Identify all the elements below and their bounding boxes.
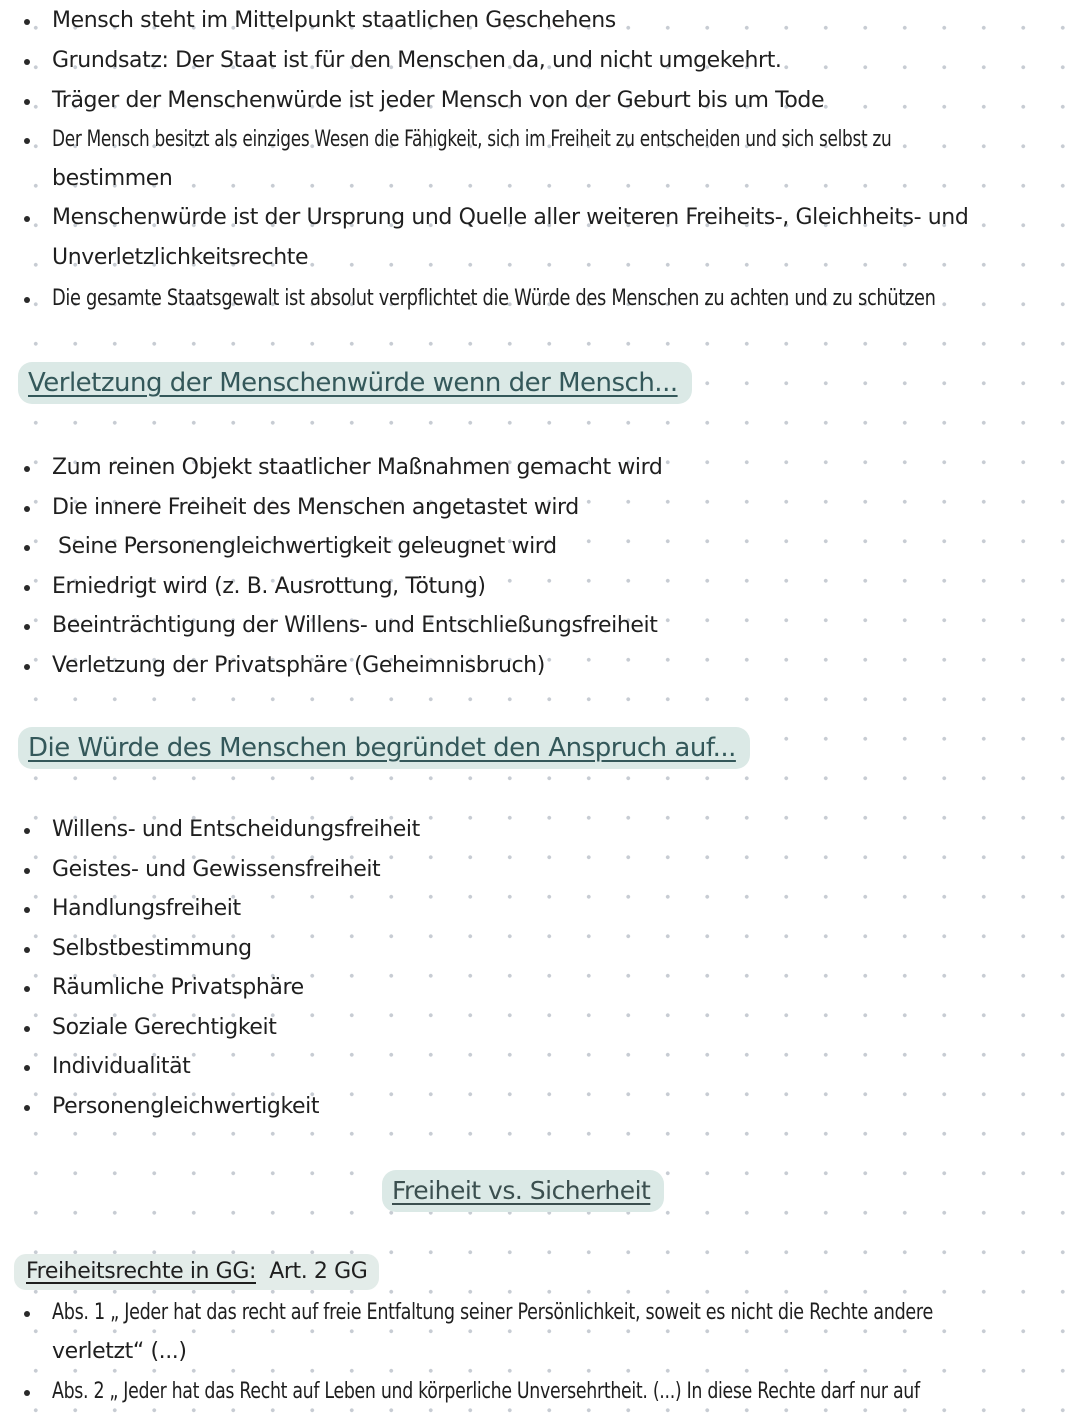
list-item: Mensch steht im Mittelpunkt staatlichen Geschehens xyxy=(52,8,616,33)
bullet-icon xyxy=(24,585,30,591)
bullet-icon xyxy=(24,868,30,874)
section-heading-claims xyxy=(18,727,750,769)
list-item: Willens- und Entscheidungsfreiheit xyxy=(52,817,420,842)
heading-text: Die Würde des Menschen begründet den Anspruch auf... xyxy=(28,733,736,763)
list-item: Erniedrigt wird (z. B. Ausrottung, Tötung) xyxy=(52,574,486,599)
bullet-icon xyxy=(24,986,30,992)
bullet-icon xyxy=(24,1065,30,1071)
list-item: Menschenwürde ist der Ursprung und Quelle aller weiteren Freiheits-, Gleichheits- und xyxy=(52,205,969,230)
bullet-icon xyxy=(24,664,30,670)
bullet-icon xyxy=(24,545,30,551)
section-heading-violation xyxy=(18,362,692,404)
bullet-icon xyxy=(24,907,30,913)
list-item: Beeinträchtigung der Willens- und Entschließungsfreiheit xyxy=(52,613,658,638)
list-item: Grundsatz: Der Staat ist für den Menschen da, und nicht umgekehrt. xyxy=(52,48,782,73)
bullet-icon xyxy=(24,297,30,303)
bullet-icon xyxy=(24,1026,30,1032)
list-item-continuation: Unverletzlichkeitsrechte xyxy=(52,245,309,270)
bullet-icon xyxy=(24,1390,30,1396)
bullet-icon xyxy=(24,99,30,105)
list-item: Räumliche Privatsphäre xyxy=(52,975,304,1000)
section-heading-freedom xyxy=(382,1170,664,1212)
bullet-icon xyxy=(24,466,30,472)
list-item: Der Mensch besitzt als einziges Wesen die Fähigkeit, sich im Freiheit zu entscheiden und sich selbst zu xyxy=(52,127,892,152)
subheading-rest: Art. 2 GG xyxy=(269,1259,368,1284)
heading-text: Freiheit vs. Sicherheit xyxy=(392,1176,651,1205)
bullet-icon xyxy=(24,1105,30,1111)
list-item: Träger der Menschenwürde ist jeder Mensch von der Geburt bis um Tode xyxy=(52,88,825,113)
list-item: Die gesamte Staatsgewalt ist absolut verpflichtet die Würde des Menschen zu achten und zu schützen xyxy=(52,286,936,311)
list-item: Soziale Gerechtigkeit xyxy=(52,1015,277,1040)
list-item: Selbstbestimmung xyxy=(52,936,252,961)
list-item: Zum reinen Objekt staatlicher Maßnahmen gemacht wird xyxy=(52,455,663,480)
bullet-icon xyxy=(24,138,30,144)
list-item: Seine Personengleichwertigkeit geleugnet wird xyxy=(58,534,557,559)
bullet-icon xyxy=(24,506,30,512)
list-item-continuation: bestimmen xyxy=(52,166,173,191)
bullet-icon xyxy=(24,947,30,953)
list-item: Geistes- und Gewissensfreiheit xyxy=(52,857,381,882)
bullet-icon xyxy=(24,1311,30,1317)
list-item: Verletzung der Privatsphäre (Geheimnisbruch) xyxy=(52,653,545,678)
list-item: Handlungsfreiheit xyxy=(52,896,241,921)
bullet-icon xyxy=(24,216,30,222)
bullet-icon xyxy=(24,59,30,65)
bullet-icon xyxy=(24,19,30,25)
list-item: Personengleichwertigkeit xyxy=(52,1094,320,1119)
list-item-continuation: verletzt“ (...) xyxy=(52,1339,187,1364)
subheading-freedom-rights xyxy=(14,1254,379,1290)
list-item: Abs. 2 „ Jeder hat das Recht auf Leben und körperliche Unversehrtheit. (...) In diese Rechte darf nur auf xyxy=(52,1379,920,1404)
list-item: Individualität xyxy=(52,1054,191,1079)
subheading-underlined: Freiheitsrechte in GG: xyxy=(26,1259,256,1284)
bullet-icon xyxy=(24,828,30,834)
bullet-icon xyxy=(24,624,30,630)
list-item: Die innere Freiheit des Menschen angetastet wird xyxy=(52,495,579,520)
list-item: Abs. 1 „ Jeder hat das recht auf freie Entfaltung seiner Persönlichkeit, soweit es nicht die Rechte andere xyxy=(52,1300,933,1325)
heading-text: Verletzung der Menschenwürde wenn der Mensch... xyxy=(28,368,678,398)
